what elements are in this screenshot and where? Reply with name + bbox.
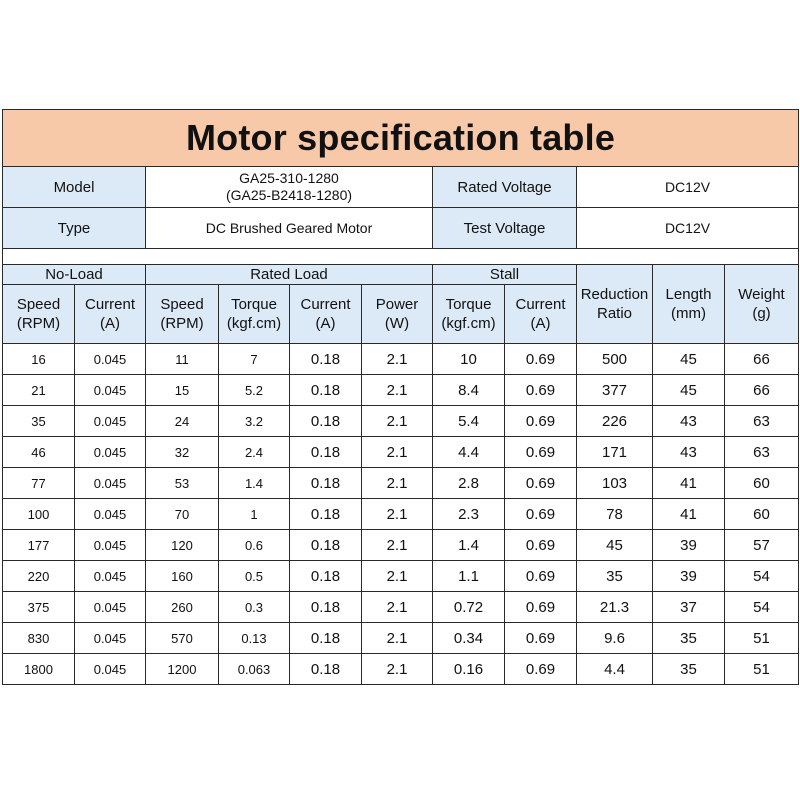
cell-reduction-ratio: 377 bbox=[577, 375, 653, 406]
header-stall-current-line-1: Current bbox=[515, 296, 566, 313]
cell-stall-torque: 10 bbox=[433, 344, 505, 375]
header-stall-torque-line-2: (kgf.cm) bbox=[441, 315, 496, 332]
cell-rated-speed: 32 bbox=[146, 437, 219, 468]
table-title: Motor specification table bbox=[3, 110, 799, 167]
cell-weight: 66 bbox=[725, 344, 799, 375]
cell-rated-speed: 260 bbox=[146, 592, 219, 623]
cell-rated-power: 2.1 bbox=[362, 437, 433, 468]
header-rated-power-line-1: Power bbox=[375, 296, 419, 313]
cell-rated-current: 0.18 bbox=[290, 623, 362, 654]
cell-rated-speed: 570 bbox=[146, 623, 219, 654]
cell-stall-torque: 1.1 bbox=[433, 561, 505, 592]
type-label: Type bbox=[3, 208, 146, 249]
table-row bbox=[3, 344, 799, 375]
cell-rated-torque: 1.4 bbox=[219, 468, 290, 499]
cell-rated-torque: 0.6 bbox=[219, 530, 290, 561]
cell-length: 45 bbox=[653, 375, 725, 406]
cell-stall-current: 0.69 bbox=[505, 499, 577, 530]
header-no-load-current-line-2: (A) bbox=[100, 315, 120, 332]
cell-stall-current: 0.69 bbox=[505, 592, 577, 623]
cell-rated-power: 2.1 bbox=[362, 499, 433, 530]
cell-reduction-ratio: 78 bbox=[577, 499, 653, 530]
cell-stall-current: 0.69 bbox=[505, 530, 577, 561]
cell-rated-torque: 7 bbox=[219, 344, 290, 375]
rated-voltage-value: DC12V bbox=[577, 167, 799, 208]
cell-rated-current: 0.18 bbox=[290, 468, 362, 499]
header-rated-speed-line-1: Speed bbox=[160, 296, 204, 313]
cell-rated-current: 0.18 bbox=[290, 592, 362, 623]
test-voltage-value: DC12V bbox=[577, 208, 799, 249]
cell-rated-torque: 0.13 bbox=[219, 623, 290, 654]
cell-length: 41 bbox=[653, 499, 725, 530]
cell-rated-power: 2.1 bbox=[362, 468, 433, 499]
header-rated-current-line-1: Current bbox=[300, 296, 351, 313]
cell-reduction-ratio: 45 bbox=[577, 530, 653, 561]
table-row bbox=[3, 530, 799, 561]
cell-rated-speed: 11 bbox=[146, 344, 219, 375]
cell-weight: 66 bbox=[725, 375, 799, 406]
table-row bbox=[3, 375, 799, 406]
header-rated-current-line-2: (A) bbox=[315, 315, 336, 332]
cell-weight: 54 bbox=[725, 592, 799, 623]
cell-rated-torque: 0.5 bbox=[219, 561, 290, 592]
cell-no-load-speed: 16 bbox=[3, 344, 75, 375]
cell-rated-speed: 160 bbox=[146, 561, 219, 592]
header-weight-line-2: (g) bbox=[752, 305, 771, 322]
header-no-load-current bbox=[75, 285, 146, 344]
cell-reduction-ratio: 500 bbox=[577, 344, 653, 375]
cell-no-load-current: 0.045 bbox=[75, 406, 146, 437]
cell-weight: 63 bbox=[725, 437, 799, 468]
table-row bbox=[3, 499, 799, 530]
cell-weight: 51 bbox=[725, 623, 799, 654]
header-rated-power bbox=[362, 285, 433, 344]
cell-no-load-speed: 46 bbox=[3, 437, 75, 468]
cell-rated-current: 0.18 bbox=[290, 561, 362, 592]
table-row bbox=[3, 623, 799, 654]
cell-length: 35 bbox=[653, 623, 725, 654]
cell-rated-current: 0.18 bbox=[290, 654, 362, 685]
spacer-row bbox=[3, 249, 799, 265]
cell-length: 43 bbox=[653, 437, 725, 468]
cell-no-load-current: 0.045 bbox=[75, 561, 146, 592]
cell-length: 37 bbox=[653, 592, 725, 623]
cell-rated-speed: 120 bbox=[146, 530, 219, 561]
cell-rated-current: 0.18 bbox=[290, 499, 362, 530]
cell-rated-power: 2.1 bbox=[362, 530, 433, 561]
table-row bbox=[3, 406, 799, 437]
header-no-load-speed-line-2: (RPM) bbox=[16, 315, 61, 332]
header-stall-torque bbox=[433, 285, 505, 344]
cell-rated-power: 2.1 bbox=[362, 592, 433, 623]
header-length bbox=[653, 265, 725, 344]
model-value-line-2: (GA25-B2418-1280) bbox=[225, 187, 353, 203]
cell-reduction-ratio: 226 bbox=[577, 406, 653, 437]
cell-stall-current: 0.69 bbox=[505, 375, 577, 406]
cell-reduction-ratio: 9.6 bbox=[577, 623, 653, 654]
cell-no-load-current: 0.045 bbox=[75, 468, 146, 499]
header-no-load-current-line-1: Current bbox=[84, 296, 136, 313]
cell-weight: 51 bbox=[725, 654, 799, 685]
cell-reduction-ratio: 171 bbox=[577, 437, 653, 468]
header-no-load-speed bbox=[3, 285, 75, 344]
cell-rated-power: 2.1 bbox=[362, 344, 433, 375]
cell-rated-power: 2.1 bbox=[362, 623, 433, 654]
cell-stall-torque: 2.3 bbox=[433, 499, 505, 530]
table-row bbox=[3, 437, 799, 468]
table-row bbox=[3, 592, 799, 623]
header-stall-current-line-2: (A) bbox=[530, 315, 551, 332]
cell-no-load-speed: 35 bbox=[3, 406, 75, 437]
cell-rated-current: 0.18 bbox=[290, 530, 362, 561]
table-row bbox=[3, 654, 799, 685]
cell-no-load-speed: 1800 bbox=[3, 654, 75, 685]
cell-no-load-speed: 375 bbox=[3, 592, 75, 623]
cell-rated-speed: 1200 bbox=[146, 654, 219, 685]
cell-rated-torque: 2.4 bbox=[219, 437, 290, 468]
model-value-line-1: GA25-310-1280 bbox=[239, 170, 339, 186]
header-rated-torque bbox=[219, 285, 290, 344]
cell-length: 41 bbox=[653, 468, 725, 499]
cell-rated-torque: 5.2 bbox=[219, 375, 290, 406]
header-rated-torque-line-1: Torque bbox=[231, 296, 277, 313]
header-reduction-ratio bbox=[577, 265, 653, 344]
header-rated-torque-line-2: (kgf.cm) bbox=[226, 315, 282, 332]
cell-stall-torque: 8.4 bbox=[433, 375, 505, 406]
cell-reduction-ratio: 35 bbox=[577, 561, 653, 592]
header-stall-current bbox=[505, 285, 577, 344]
cell-length: 35 bbox=[653, 654, 725, 685]
header-stall-torque-line-1: Torque bbox=[445, 296, 492, 313]
cell-no-load-current: 0.045 bbox=[75, 437, 146, 468]
header-weight bbox=[725, 265, 799, 344]
group-no-load: No-Load bbox=[3, 265, 146, 285]
cell-no-load-current: 0.045 bbox=[75, 375, 146, 406]
type-value: DC Brushed Geared Motor bbox=[146, 208, 433, 249]
cell-length: 45 bbox=[653, 344, 725, 375]
cell-rated-power: 2.1 bbox=[362, 406, 433, 437]
cell-rated-torque: 0.063 bbox=[219, 654, 290, 685]
cell-rated-power: 2.1 bbox=[362, 561, 433, 592]
header-rated-speed bbox=[146, 285, 219, 344]
cell-no-load-current: 0.045 bbox=[75, 592, 146, 623]
cell-stall-current: 0.69 bbox=[505, 344, 577, 375]
header-length-line-2: (mm) bbox=[671, 305, 706, 322]
cell-rated-speed: 70 bbox=[146, 499, 219, 530]
cell-stall-torque: 4.4 bbox=[433, 437, 505, 468]
test-voltage-label: Test Voltage bbox=[433, 208, 577, 249]
cell-stall-current: 0.69 bbox=[505, 561, 577, 592]
cell-length: 39 bbox=[653, 561, 725, 592]
header-weight-line-1: Weight bbox=[738, 286, 785, 303]
table-row bbox=[3, 561, 799, 592]
cell-weight: 60 bbox=[725, 499, 799, 530]
cell-rated-power: 2.1 bbox=[362, 375, 433, 406]
cell-rated-torque: 0.3 bbox=[219, 592, 290, 623]
cell-length: 39 bbox=[653, 530, 725, 561]
cell-rated-current: 0.18 bbox=[290, 406, 362, 437]
cell-rated-speed: 15 bbox=[146, 375, 219, 406]
header-length-line-1: Length bbox=[665, 286, 712, 303]
cell-stall-torque: 5.4 bbox=[433, 406, 505, 437]
cell-stall-torque: 1.4 bbox=[433, 530, 505, 561]
table-row bbox=[3, 468, 799, 499]
cell-reduction-ratio: 103 bbox=[577, 468, 653, 499]
header-no-load-speed-line-1: Speed bbox=[16, 296, 61, 313]
rated-voltage-label: Rated Voltage bbox=[433, 167, 577, 208]
cell-length: 43 bbox=[653, 406, 725, 437]
cell-stall-current: 0.69 bbox=[505, 623, 577, 654]
cell-no-load-speed: 77 bbox=[3, 468, 75, 499]
spec-table-container bbox=[2, 109, 798, 685]
model-value bbox=[146, 167, 433, 208]
cell-weight: 60 bbox=[725, 468, 799, 499]
cell-weight: 57 bbox=[725, 530, 799, 561]
header-rated-current bbox=[290, 285, 362, 344]
motor-spec-table bbox=[2, 109, 799, 685]
cell-stall-torque: 0.72 bbox=[433, 592, 505, 623]
model-label: Model bbox=[3, 167, 146, 208]
cell-rated-current: 0.18 bbox=[290, 437, 362, 468]
cell-no-load-current: 0.045 bbox=[75, 623, 146, 654]
cell-no-load-speed: 100 bbox=[3, 499, 75, 530]
group-stall: Stall bbox=[433, 265, 577, 285]
cell-stall-torque: 2.8 bbox=[433, 468, 505, 499]
cell-weight: 54 bbox=[725, 561, 799, 592]
cell-rated-power: 2.1 bbox=[362, 654, 433, 685]
cell-no-load-current: 0.045 bbox=[75, 499, 146, 530]
cell-stall-current: 0.69 bbox=[505, 406, 577, 437]
cell-reduction-ratio: 21.3 bbox=[577, 592, 653, 623]
header-reduction-ratio-line-1: Reduction bbox=[580, 286, 649, 303]
cell-no-load-speed: 21 bbox=[3, 375, 75, 406]
cell-no-load-speed: 177 bbox=[3, 530, 75, 561]
header-rated-power-line-2: (W) bbox=[384, 315, 410, 332]
cell-weight: 63 bbox=[725, 406, 799, 437]
cell-rated-speed: 24 bbox=[146, 406, 219, 437]
cell-rated-current: 0.18 bbox=[290, 344, 362, 375]
cell-reduction-ratio: 4.4 bbox=[577, 654, 653, 685]
cell-no-load-current: 0.045 bbox=[75, 530, 146, 561]
header-rated-speed-line-2: (RPM) bbox=[160, 315, 204, 332]
cell-stall-current: 0.69 bbox=[505, 468, 577, 499]
cell-stall-torque: 0.34 bbox=[433, 623, 505, 654]
cell-rated-torque: 3.2 bbox=[219, 406, 290, 437]
cell-no-load-speed: 220 bbox=[3, 561, 75, 592]
cell-rated-torque: 1 bbox=[219, 499, 290, 530]
cell-rated-speed: 53 bbox=[146, 468, 219, 499]
cell-stall-current: 0.69 bbox=[505, 654, 577, 685]
cell-no-load-speed: 830 bbox=[3, 623, 75, 654]
cell-stall-torque: 0.16 bbox=[433, 654, 505, 685]
cell-rated-current: 0.18 bbox=[290, 375, 362, 406]
cell-no-load-current: 0.045 bbox=[75, 654, 146, 685]
cell-stall-current: 0.69 bbox=[505, 437, 577, 468]
group-rated-load: Rated Load bbox=[146, 265, 433, 285]
cell-no-load-current: 0.045 bbox=[75, 344, 146, 375]
header-reduction-ratio-line-2: Ratio bbox=[596, 305, 633, 322]
